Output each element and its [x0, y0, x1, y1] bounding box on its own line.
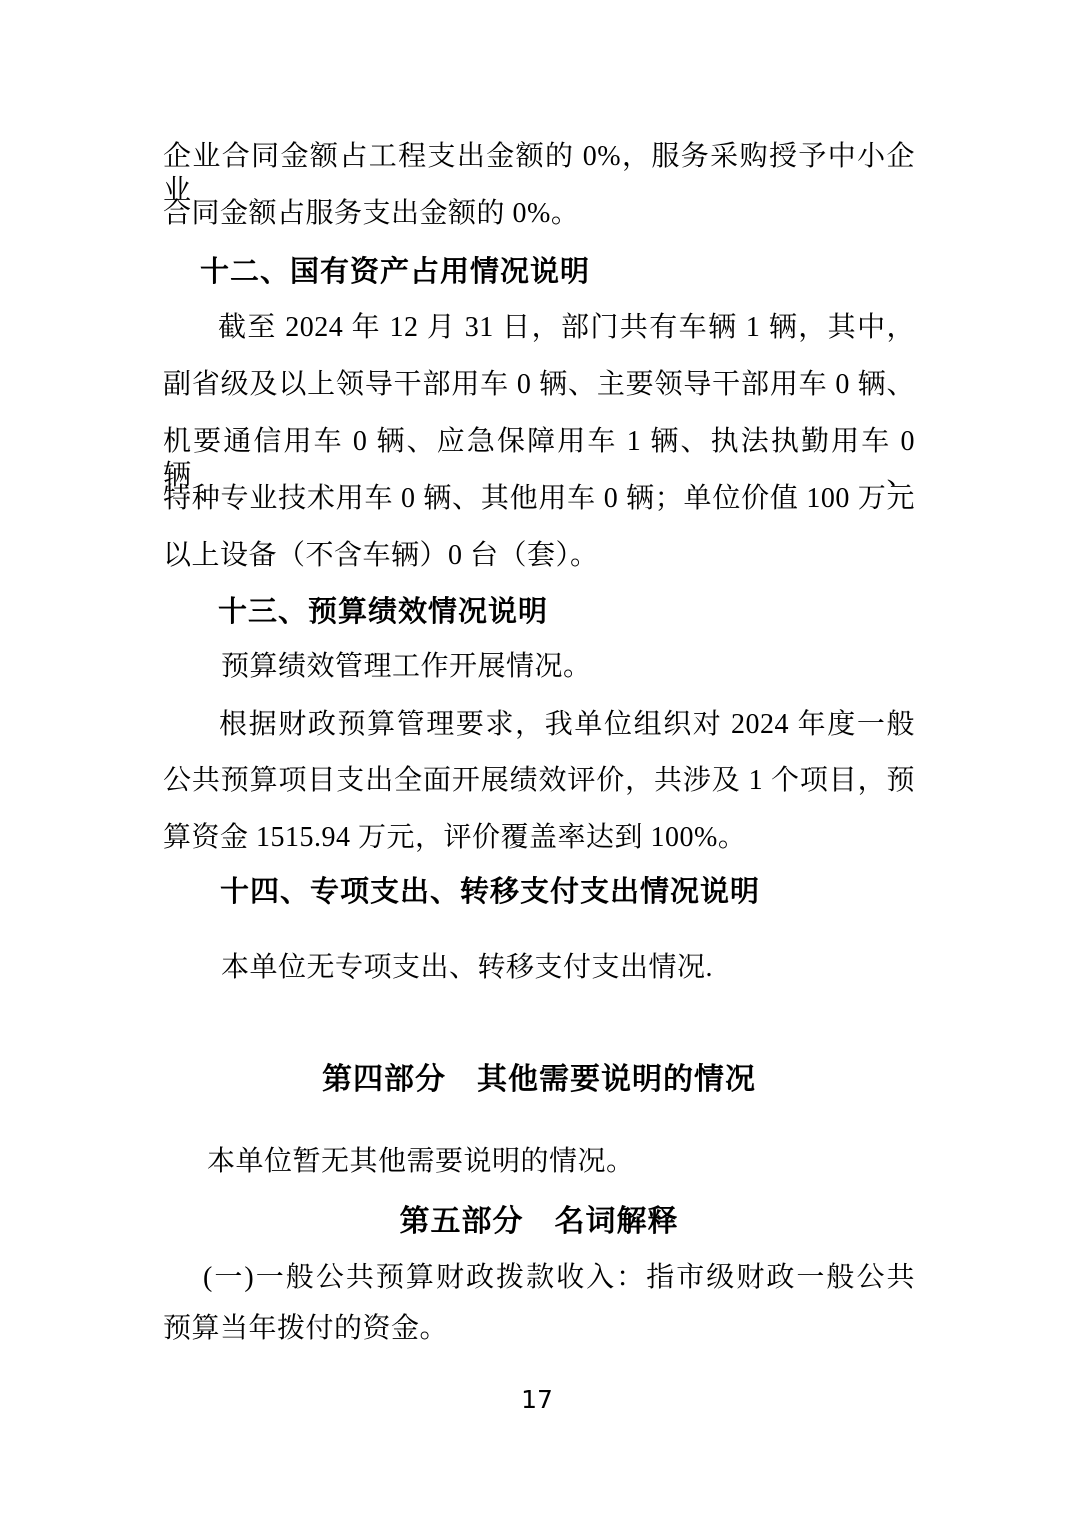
body-line: 企业合同金额占工程支出金额的 0%，服务采购授予中小企业 [163, 141, 915, 206]
section-heading-12: 十二、国有资产占用情况说明 [200, 256, 591, 288]
section-heading-13: 十三、预算绩效情况说明 [218, 596, 549, 628]
body-line: 本单位无专项支出、转移支付支出情况. [221, 952, 714, 983]
body-line: 特种专业技术用车 0 辆、其他用车 0 辆；单位价值 100 万元 [163, 483, 915, 514]
body-line: 预算当年拨付的资金。 [163, 1313, 449, 1344]
page-number: 17 [521, 1385, 553, 1414]
part-heading-5: 第五部分 名词解释 [399, 1205, 679, 1238]
body-line: 算资金 1515.94 万元，评价覆盖率达到 100%。 [163, 822, 747, 853]
body-line: 合同金额占服务支出金额的 0%。 [163, 198, 580, 229]
body-line: 本单位暂无其他需要说明的情况。 [207, 1146, 635, 1177]
body-line: 以上设备（不含车辆）0 台（套）。 [163, 540, 599, 571]
body-line: (一)一般公共预算财政拨款收入：指市级财政一般公共 [203, 1262, 915, 1293]
body-line: 公共预算项目支出全面开展绩效评价，共涉及 1 个项目，预 [163, 765, 915, 796]
body-line: 副省级及以上领导干部用车 0 辆、主要领导干部用车 0 辆、 [163, 369, 915, 400]
body-line: 截至 2024 年 12 月 31 日，部门共有车辆 1 辆，其中， [218, 312, 915, 343]
body-line: 预算绩效管理工作开展情况。 [221, 651, 592, 682]
section-heading-14: 十四、专项支出、转移支付支出情况说明 [220, 876, 761, 908]
body-line: 根据财政预算管理要求，我单位组织对 2024 年度一般 [219, 709, 915, 740]
part-heading-4: 第四部分 其他需要说明的情况 [322, 1063, 756, 1096]
body-line: 机要通信用车 0 辆、应急保障用车 1 辆、执法执勤用车 0 辆、 [163, 426, 915, 491]
